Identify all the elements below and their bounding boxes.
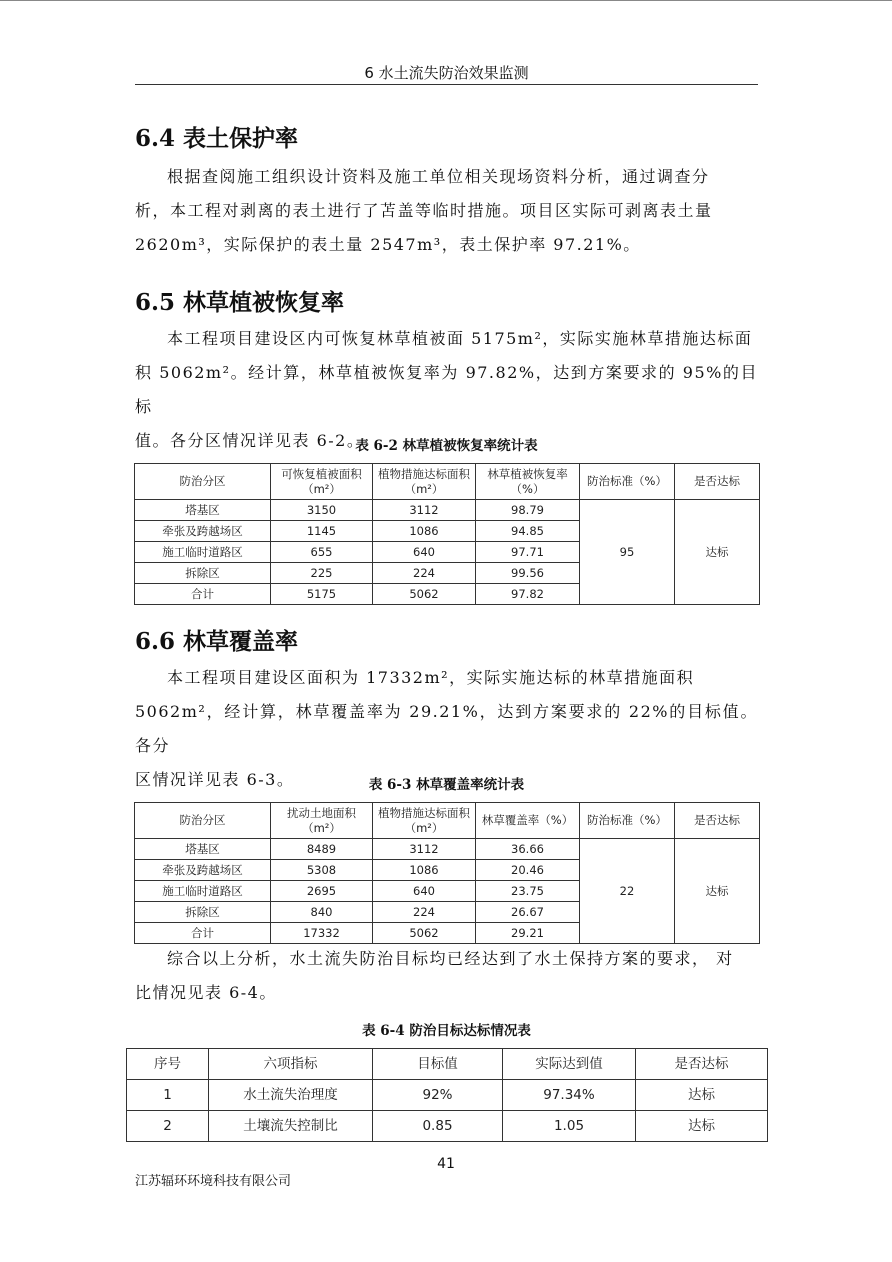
table-cell: 92%: [373, 1080, 503, 1111]
footer-company-name: 江苏辐环环境科技有限公司: [135, 1174, 292, 1189]
section-6-4-paragraph: [135, 160, 758, 262]
section-heading-6-4: 6.4 表土保护率: [135, 125, 299, 152]
table-header-cell: 是否达标: [636, 1049, 768, 1080]
standard-cell: 22: [580, 839, 675, 944]
table-6-2-caption: 表 6-2 林草植被恢复率统计表: [355, 438, 538, 454]
table-cell: 655: [271, 542, 373, 563]
table-row: [135, 839, 760, 860]
table-cell: 5062: [373, 584, 476, 605]
header-rule: [135, 84, 758, 85]
table-cell: 合计: [135, 584, 271, 605]
table-header-cell: 是否达标: [675, 803, 760, 839]
table-cell: 20.46: [476, 860, 580, 881]
table-cell: 牵张及跨越场区: [135, 860, 271, 881]
table-cell: 224: [373, 563, 476, 584]
paragraph-line: 比情况见表 6-4。: [135, 983, 277, 1002]
paragraph-line: 2620m³，实际保护的表土量 2547m³，表土保护率 97.21%。: [135, 235, 641, 254]
table-cell: 840: [271, 902, 373, 923]
table-cell: 97.71: [476, 542, 580, 563]
table-cell: 97.82: [476, 584, 580, 605]
page-number: 41: [437, 1156, 455, 1172]
table-cell: 1145: [271, 521, 373, 542]
table-header-row: [135, 464, 760, 500]
table-header-cell: 防治分区: [135, 464, 271, 500]
table-6-2: [134, 463, 760, 605]
table-cell: 29.21: [476, 923, 580, 944]
section-heading-6-5: 6.5 林草植被恢复率: [135, 289, 345, 316]
table-cell: 牵张及跨越场区: [135, 521, 271, 542]
paragraph-line: 析，本工程对剥离的表土进行了苫盖等临时措施。项目区实际可剥离表土量: [135, 201, 713, 220]
table-cell: 99.56: [476, 563, 580, 584]
table-header-cell: 防治分区: [135, 803, 271, 839]
table-cell: 640: [373, 881, 476, 902]
paragraph-line: 值。各分区情况详见表 6-2。: [135, 431, 365, 450]
table-header-row: [135, 803, 760, 839]
paragraph-line: 本工程项目建设区面积为 17332m²，实际实施达标的林草措施面积: [167, 668, 695, 687]
table-6-4-caption: 表 6-4 防治目标达标情况表: [362, 1023, 531, 1039]
table-cell: 225: [271, 563, 373, 584]
table-cell: 1: [127, 1080, 209, 1111]
table-cell: 3112: [373, 839, 476, 860]
table-cell: 5062: [373, 923, 476, 944]
table-cell: 塔基区: [135, 839, 271, 860]
paragraph-line: 积 5062m²。经计算，林草植被恢复率为 97.82%，达到方案要求的 95%的目标: [135, 363, 758, 416]
table-cell: 94.85: [476, 521, 580, 542]
table-header-cell: 扰动土地面积（m²）: [271, 803, 373, 839]
table-6-3-caption: 表 6-3 林草覆盖率统计表: [368, 777, 525, 793]
table-cell: 塔基区: [135, 500, 271, 521]
table-cell: 拆除区: [135, 563, 271, 584]
table-header-cell: 序号: [127, 1049, 209, 1080]
table-cell: 达标: [636, 1111, 768, 1142]
table-6-4: [126, 1048, 768, 1142]
met-cell: 达标: [675, 839, 760, 944]
table-row: [127, 1080, 768, 1111]
table-cell: 水土流失治理度: [209, 1080, 373, 1111]
table-cell: 5308: [271, 860, 373, 881]
table-cell: 拆除区: [135, 902, 271, 923]
table-header-cell: 林草植被恢复率（%）: [476, 464, 580, 500]
table-header-cell: 目标值: [373, 1049, 503, 1080]
table-cell: 640: [373, 542, 476, 563]
table-cell: 17332: [271, 923, 373, 944]
table-cell: 8489: [271, 839, 373, 860]
summary-paragraph: [135, 942, 758, 1010]
table-header-cell: 林草覆盖率（%）: [476, 803, 580, 839]
table-row: [127, 1111, 768, 1142]
table-cell: 224: [373, 902, 476, 923]
running-header: 6 水土流失防治效果监测: [364, 64, 529, 82]
table-6-3: [134, 802, 760, 944]
table-cell: 施工临时道路区: [135, 881, 271, 902]
paragraph-line: 本工程项目建设区内可恢复林草植被面 5175m²，实际实施林草措施达标面: [167, 329, 753, 348]
page-top-border: [0, 0, 892, 1]
table-cell: 达标: [636, 1080, 768, 1111]
table-header-cell: 是否达标: [675, 464, 760, 500]
table-cell: 0.85: [373, 1111, 503, 1142]
table-header-cell: 可恢复植被面积（m²）: [271, 464, 373, 500]
table-cell: 2695: [271, 881, 373, 902]
table-cell: 合计: [135, 923, 271, 944]
paragraph-line: 根据查阅施工组织设计资料及施工单位相关现场资料分析，通过调查分: [167, 167, 710, 186]
table-cell: 施工临时道路区: [135, 542, 271, 563]
table-header-cell: 防治标准（%）: [580, 803, 675, 839]
table-cell: 1.05: [503, 1111, 636, 1142]
table-cell: 97.34%: [503, 1080, 636, 1111]
table-cell: 土壤流失控制比: [209, 1111, 373, 1142]
paragraph-line: 综合以上分析，水土流失防治目标均已经达到了水土保持方案的要求， 对: [167, 949, 734, 968]
table-header-cell: 防治标准（%）: [580, 464, 675, 500]
standard-cell: 95: [580, 500, 675, 605]
paragraph-line: 区情况详见表 6-3。: [135, 770, 295, 789]
table-cell: 5175: [271, 584, 373, 605]
table-cell: 3150: [271, 500, 373, 521]
table-header-cell: 植物措施达标面积（m²）: [373, 464, 476, 500]
table-header-row: [127, 1049, 768, 1080]
table-header-cell: 植物措施达标面积（m²）: [373, 803, 476, 839]
table-cell: 1086: [373, 860, 476, 881]
section-heading-6-6: 6.6 林草覆盖率: [135, 628, 299, 655]
paragraph-line: 5062m²，经计算，林草覆盖率为 29.21%，达到方案要求的 22%的目标值。各分: [135, 702, 758, 755]
table-cell: 36.66: [476, 839, 580, 860]
table-header-cell: 六项指标: [209, 1049, 373, 1080]
table-cell: 3112: [373, 500, 476, 521]
table-cell: 26.67: [476, 902, 580, 923]
table-header-cell: 实际达到值: [503, 1049, 636, 1080]
table-cell: 23.75: [476, 881, 580, 902]
table-cell: 2: [127, 1111, 209, 1142]
table-cell: 98.79: [476, 500, 580, 521]
table-cell: 1086: [373, 521, 476, 542]
table-row: [135, 500, 760, 521]
met-cell: 达标: [675, 500, 760, 605]
